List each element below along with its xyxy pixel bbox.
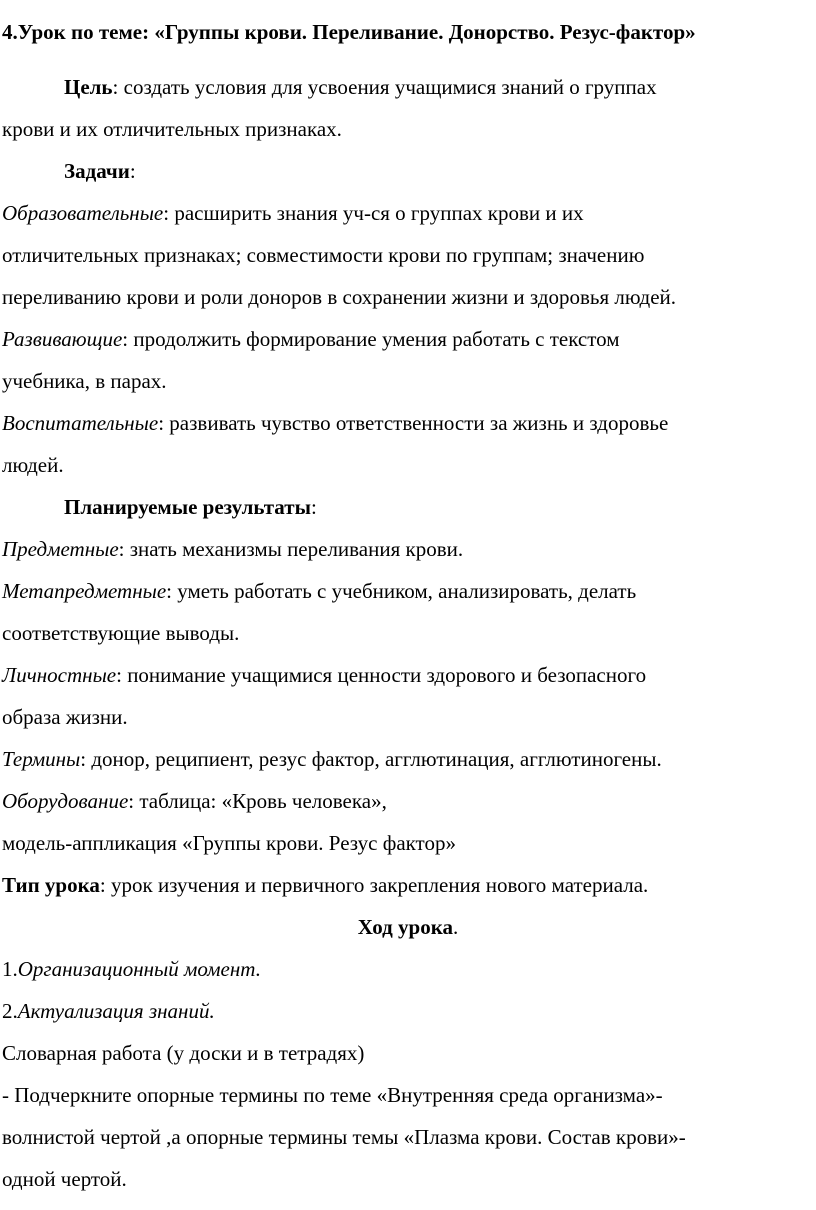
terms-label: Термины <box>2 747 81 771</box>
result-personal-line-1: Личностные: понимание учащимися ценности здорового и безопасного <box>2 663 647 687</box>
equipment-line-2: модель-аппликация «Группы крови. Резус фактор» <box>2 831 456 855</box>
result-metasubject-label: Метапредметные <box>2 579 167 603</box>
task-educational-label: Образовательные <box>2 201 164 225</box>
results-heading: Планируемые результаты: <box>64 495 317 519</box>
task-upbringing-line-2: людей. <box>2 453 64 477</box>
lesson-type-line: Тип урока: урок изучения и первичного закрепления нового материала. <box>2 873 649 897</box>
result-personal-label: Личностные <box>2 663 117 687</box>
task-developing-line-2: учебника, в парах. <box>2 369 167 393</box>
lesson-title: 4.Урок по теме: «Группы крови. Переливание. Донорство. Резус-фактор» <box>2 20 696 44</box>
course-heading: Ход урока. <box>357 915 459 939</box>
result-subject-label: Предметные <box>2 537 119 561</box>
result-subject: Предметные: знать механизмы переливания крови. <box>2 537 464 561</box>
vocabulary-intro: Словарная работа (у доски и в тетрадях) <box>2 1041 365 1065</box>
equipment-line-1: Оборудование: таблица: «Кровь человека», <box>2 789 387 813</box>
step-2: 2.Актуализация знаний. <box>2 999 215 1023</box>
result-personal-line-2: образа жизни. <box>2 705 128 729</box>
task-upbringing-label: Воспитательные <box>2 411 159 435</box>
terms-line: Термины: донор, реципиент, резус фактор, агглютинация, агглютиногены. <box>2 747 662 771</box>
task-educational-line-3: переливанию крови и роли доноров в сохранении жизни и здоровья людей. <box>2 285 677 309</box>
task-developing-line-1: Развивающие: продолжить формирование умения работать с текстом <box>2 327 620 351</box>
task-developing-label: Развивающие <box>2 327 123 351</box>
task-educational-line-1: Образовательные: расширить знания уч-ся о группах крови и их <box>2 201 584 225</box>
vocabulary-line-3: одной чертой. <box>2 1167 127 1191</box>
vocabulary-line-1: - Подчеркните опорные термины по теме «Внутренняя среда организма»- <box>2 1083 663 1107</box>
goal-label: Цель <box>64 75 113 99</box>
lesson-type-label: Тип урока <box>2 873 100 897</box>
task-educational-line-2: отличительных признаках; совместимости крови по группам; значению <box>2 243 645 267</box>
result-metasubject-line-2: соответствующие выводы. <box>2 621 240 645</box>
equipment-label: Оборудование <box>2 789 129 813</box>
vocabulary-line-2: волнистой чертой ,а опорные термины темы «Плазма крови. Состав крови»- <box>2 1125 686 1149</box>
tasks-heading: Задачи: <box>64 159 136 183</box>
step-1: 1.Организационный момент. <box>2 957 261 981</box>
goal-line-1: Цель: создать условия для усвоения учащимися знаний о группах <box>64 75 657 99</box>
goal-line-2: крови и их отличительных признаках. <box>2 117 342 141</box>
task-upbringing-line-1: Воспитательные: развивать чувство ответственности за жизнь и здоровье <box>2 411 669 435</box>
result-metasubject-line-1: Метапредметные: уметь работать с учебником, анализировать, делать <box>2 579 637 603</box>
